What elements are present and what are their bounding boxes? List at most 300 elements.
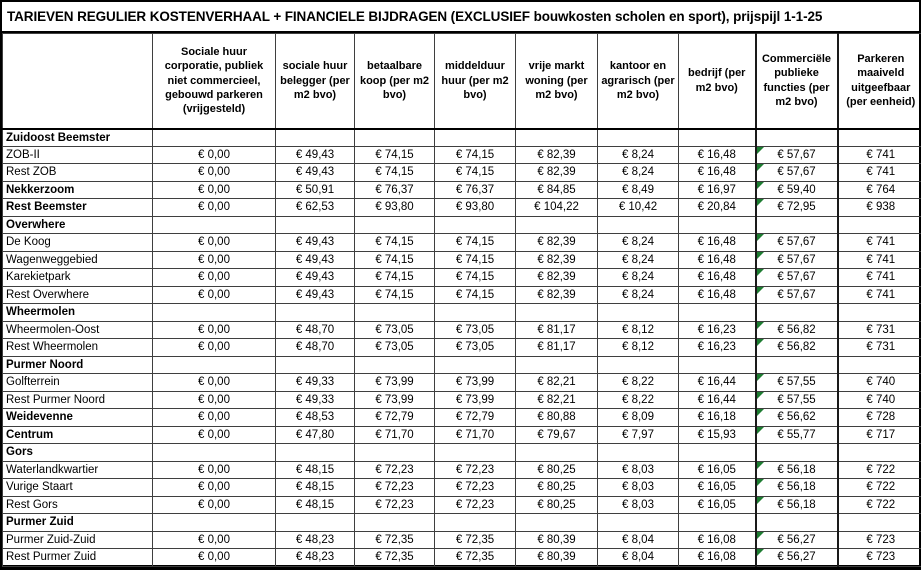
cell-value: € 764 (866, 183, 896, 196)
value-cell (679, 304, 756, 322)
cell-value: € 48,70 (295, 341, 335, 354)
cell-value: € 57,67 (777, 288, 816, 301)
value-cell (355, 444, 435, 462)
cell-value: € 82,39 (537, 288, 576, 301)
cell-value: € 56,27 (777, 551, 816, 564)
value-cell (355, 269, 435, 287)
cell-value: € 0,00 (198, 253, 230, 266)
cell-value: € 8,49 (622, 183, 654, 196)
value-cell (598, 496, 679, 514)
value-cell (838, 304, 921, 322)
cell-value: € 49,43 (295, 288, 335, 301)
cell-value: € 49,33 (295, 393, 335, 406)
cell-value: € 0,00 (198, 411, 230, 424)
section-label: Zuidoost Beemster (3, 129, 153, 147)
error-indicator-icon (757, 234, 764, 241)
table-row (3, 549, 921, 567)
value-cell (435, 234, 516, 252)
table-row (3, 286, 921, 304)
row-label: Rest Overwhere (3, 286, 153, 304)
error-indicator-icon (757, 479, 764, 486)
value-cell (276, 181, 355, 199)
value-cell (598, 146, 679, 164)
cell-value: € 16,05 (697, 463, 736, 476)
section-label: Wheermolen (3, 304, 153, 322)
value-cell (756, 531, 838, 549)
column-header: sociale huur belegger (per m2 bvo) (276, 34, 355, 129)
value-cell (838, 199, 921, 217)
error-indicator-icon (757, 497, 764, 504)
cell-value: € 8,03 (622, 463, 654, 476)
value-cell (153, 181, 276, 199)
cell-value: € 8,22 (622, 393, 654, 406)
cell-value: € 73,05 (375, 323, 414, 336)
value-cell (153, 356, 276, 374)
cell-value: € 56,62 (777, 411, 816, 424)
value-cell (598, 304, 679, 322)
value-cell (355, 304, 435, 322)
cell-value: € 0,00 (198, 393, 230, 406)
value-cell (838, 181, 921, 199)
cell-value: € 76,37 (375, 183, 414, 196)
value-cell (355, 181, 435, 199)
error-indicator-icon (757, 409, 764, 416)
value-cell (838, 391, 921, 409)
cell-value: € 741 (866, 253, 896, 266)
value-cell (679, 514, 756, 532)
value-cell (435, 391, 516, 409)
cell-value: € 740 (866, 376, 896, 389)
cell-value: € 93,80 (375, 201, 414, 214)
cell-value: € 57,67 (777, 148, 816, 161)
value-cell (276, 321, 355, 339)
value-cell (679, 286, 756, 304)
value-cell (276, 304, 355, 322)
table-row (3, 199, 921, 217)
cell-value: € 0,00 (198, 236, 230, 249)
value-cell (838, 164, 921, 182)
row-label: Golfterrein (3, 374, 153, 392)
row-label: Rest Gors (3, 496, 153, 514)
error-indicator-icon (757, 549, 764, 556)
value-cell (153, 304, 276, 322)
row-label: Rest ZOB (3, 164, 153, 182)
cell-value: € 728 (866, 411, 896, 424)
cell-value: € 722 (866, 481, 896, 494)
cell-value: € 74,15 (375, 288, 414, 301)
value-cell (838, 216, 921, 234)
value-cell (679, 129, 756, 147)
header-row (3, 34, 921, 129)
page-title: TARIEVEN REGULIER KOSTENVERHAAL + FINANCIELE BIJDRAGEN (EXCLUSIEF bouwkosten scholen en sport), prijspijl 1-1-25 (2, 2, 919, 33)
value-cell (153, 444, 276, 462)
value-cell (679, 409, 756, 427)
cell-value: € 0,00 (198, 463, 230, 476)
value-cell (516, 164, 598, 182)
value-cell (355, 146, 435, 164)
value-cell (516, 321, 598, 339)
value-cell (355, 461, 435, 479)
value-cell (435, 181, 516, 199)
cell-value: € 72,23 (455, 481, 495, 494)
value-cell (598, 269, 679, 287)
value-cell (838, 549, 921, 567)
value-cell (598, 461, 679, 479)
cell-value: € 741 (866, 271, 896, 284)
cell-value: € 47,80 (295, 428, 335, 441)
cell-value: € 741 (866, 236, 896, 249)
cell-value: € 731 (866, 323, 896, 336)
row-label: Purmer Zuid-Zuid (3, 531, 153, 549)
cell-value: € 20,84 (697, 201, 736, 214)
value-cell (435, 251, 516, 269)
cell-value: € 57,55 (777, 393, 816, 406)
value-cell (355, 514, 435, 532)
cell-value: € 8,24 (622, 288, 654, 301)
table-row (3, 321, 921, 339)
cell-value: € 0,00 (198, 148, 230, 161)
cell-value: € 16,23 (697, 323, 736, 336)
cell-value: € 73,99 (375, 393, 414, 406)
value-cell (355, 251, 435, 269)
value-cell (355, 339, 435, 357)
cell-value: € 74,15 (375, 166, 414, 179)
cell-value: € 723 (866, 533, 896, 546)
value-cell (838, 286, 921, 304)
cell-value: € 104,22 (534, 201, 579, 214)
value-cell (355, 374, 435, 392)
value-cell (598, 514, 679, 532)
value-cell (153, 164, 276, 182)
value-cell (838, 496, 921, 514)
error-indicator-icon (757, 147, 764, 154)
table-row (3, 251, 921, 269)
value-cell (153, 374, 276, 392)
value-cell (598, 129, 679, 147)
section-row (3, 444, 921, 462)
cell-value: € 8,12 (622, 341, 654, 354)
row-label: Waterlandkwartier (3, 461, 153, 479)
value-cell (679, 374, 756, 392)
value-cell (756, 339, 838, 357)
cell-value: € 741 (866, 288, 896, 301)
error-indicator-icon (757, 164, 764, 171)
value-cell (756, 549, 838, 567)
cell-value: € 717 (866, 428, 896, 441)
value-cell (679, 426, 756, 444)
value-cell (153, 461, 276, 479)
value-cell (276, 286, 355, 304)
value-cell (679, 391, 756, 409)
cell-value: € 57,67 (777, 166, 816, 179)
value-cell (355, 531, 435, 549)
value-cell (276, 164, 355, 182)
cell-value: € 48,15 (295, 498, 335, 511)
value-cell (516, 234, 598, 252)
value-cell (756, 321, 838, 339)
value-cell (516, 286, 598, 304)
value-cell (598, 181, 679, 199)
cell-value: € 8,24 (622, 166, 654, 179)
value-cell (276, 496, 355, 514)
cell-value: € 0,00 (198, 533, 230, 546)
value-cell (838, 479, 921, 497)
value-cell (435, 514, 516, 532)
cell-value: € 16,23 (697, 341, 736, 354)
cell-value: € 49,43 (295, 253, 335, 266)
cell-value: € 76,37 (455, 183, 495, 196)
cell-value: € 16,44 (697, 393, 736, 406)
cell-value: € 82,21 (537, 393, 576, 406)
cell-value: € 56,18 (777, 498, 816, 511)
cell-value: € 0,00 (198, 428, 230, 441)
cell-value: € 16,48 (697, 288, 736, 301)
cell-value: € 56,82 (777, 341, 816, 354)
value-cell (276, 549, 355, 567)
cell-value: € 93,80 (455, 201, 495, 214)
cell-value: € 8,09 (622, 411, 654, 424)
cell-value: € 741 (866, 148, 896, 161)
error-indicator-icon (757, 392, 764, 399)
cell-value: € 0,00 (198, 166, 230, 179)
cell-value: € 10,42 (618, 201, 658, 214)
error-indicator-icon (757, 252, 764, 259)
value-cell (516, 549, 598, 567)
value-cell (355, 479, 435, 497)
cell-value: € 8,24 (622, 271, 654, 284)
value-cell (516, 216, 598, 234)
cell-value: € 81,17 (537, 323, 576, 336)
value-cell (435, 496, 516, 514)
value-cell (679, 181, 756, 199)
value-cell (756, 409, 838, 427)
value-cell (679, 339, 756, 357)
value-cell (679, 549, 756, 567)
value-cell (598, 479, 679, 497)
cell-value: € 8,12 (622, 323, 654, 336)
cell-value: € 48,70 (295, 323, 335, 336)
value-cell (435, 164, 516, 182)
value-cell (516, 426, 598, 444)
value-cell (153, 391, 276, 409)
cell-value: € 0,00 (198, 201, 230, 214)
value-cell (355, 496, 435, 514)
value-cell (756, 251, 838, 269)
value-cell (276, 199, 355, 217)
column-header: Sociale huur corporatie, publiek niet commercieel, gebouwd parkeren (vrijgesteld) (153, 34, 276, 129)
table-row (3, 426, 921, 444)
value-cell (679, 199, 756, 217)
section-row (3, 129, 921, 147)
value-cell (838, 409, 921, 427)
value-cell (355, 199, 435, 217)
section-row (3, 356, 921, 374)
row-label: De Koog (3, 234, 153, 252)
value-cell (516, 199, 598, 217)
cell-value: € 74,15 (455, 148, 495, 161)
value-cell (756, 461, 838, 479)
value-cell (679, 234, 756, 252)
cell-value: € 938 (866, 201, 896, 214)
value-cell (276, 216, 355, 234)
cell-value: € 74,15 (455, 271, 495, 284)
section-row (3, 514, 921, 532)
cell-value: € 49,43 (295, 166, 335, 179)
cell-value: € 16,97 (697, 183, 736, 196)
cell-value: € 80,25 (537, 481, 576, 494)
cell-value: € 57,55 (777, 376, 816, 389)
value-cell (598, 199, 679, 217)
cell-value: € 73,05 (375, 341, 414, 354)
value-cell (598, 356, 679, 374)
error-indicator-icon (757, 532, 764, 539)
table-row (3, 479, 921, 497)
error-indicator-icon (757, 462, 764, 469)
value-cell (153, 339, 276, 357)
value-cell (153, 286, 276, 304)
value-cell (276, 514, 355, 532)
cell-value: € 74,15 (375, 271, 414, 284)
value-cell (679, 461, 756, 479)
value-cell (679, 531, 756, 549)
row-label: Rest Purmer Zuid (3, 549, 153, 567)
value-cell (435, 146, 516, 164)
value-cell (516, 304, 598, 322)
cell-value: € 82,39 (537, 166, 576, 179)
row-label: Wheermolen-Oost (3, 321, 153, 339)
value-cell (598, 216, 679, 234)
error-indicator-icon (757, 269, 764, 276)
table-body (3, 129, 921, 567)
cell-value: € 49,33 (295, 376, 335, 389)
value-cell (153, 531, 276, 549)
value-cell (598, 549, 679, 567)
cell-value: € 16,05 (697, 498, 736, 511)
value-cell (598, 321, 679, 339)
value-cell (679, 216, 756, 234)
cell-value: € 8,24 (622, 148, 654, 161)
value-cell (756, 426, 838, 444)
error-indicator-icon (757, 199, 764, 206)
value-cell (598, 444, 679, 462)
value-cell (276, 426, 355, 444)
value-cell (756, 304, 838, 322)
value-cell (756, 146, 838, 164)
cell-value: € 8,04 (622, 533, 654, 546)
column-header: betaalbare koop (per m2 bvo) (355, 34, 435, 129)
value-cell (598, 426, 679, 444)
row-label: Nekkerzoom (3, 181, 153, 199)
cell-value: € 8,04 (622, 551, 654, 564)
value-cell (516, 391, 598, 409)
row-label: Centrum (3, 426, 153, 444)
value-cell (838, 339, 921, 357)
value-cell (756, 269, 838, 287)
value-cell (276, 129, 355, 147)
table-row (3, 339, 921, 357)
cell-value: € 48,15 (295, 463, 335, 476)
value-cell (435, 304, 516, 322)
value-cell (435, 269, 516, 287)
value-cell (516, 479, 598, 497)
row-label: Wagenweggebied (3, 251, 153, 269)
value-cell (756, 444, 838, 462)
value-cell (838, 321, 921, 339)
cell-value: € 0,00 (198, 288, 230, 301)
cell-value: € 8,24 (622, 236, 654, 249)
value-cell (435, 321, 516, 339)
value-cell (276, 146, 355, 164)
row-label: Vurige Staart (3, 479, 153, 497)
value-cell (516, 356, 598, 374)
cell-value: € 57,67 (777, 271, 816, 284)
value-cell (756, 374, 838, 392)
value-cell (276, 356, 355, 374)
table-row (3, 269, 921, 287)
value-cell (276, 374, 355, 392)
cell-value: € 82,21 (537, 376, 576, 389)
value-cell (756, 129, 838, 147)
value-cell (679, 164, 756, 182)
cell-value: € 79,67 (537, 428, 576, 441)
table-row (3, 181, 921, 199)
cell-value: € 84,85 (537, 183, 576, 196)
cell-value: € 16,48 (697, 148, 736, 161)
cell-value: € 741 (866, 166, 896, 179)
value-cell (838, 251, 921, 269)
value-cell (679, 356, 756, 374)
cell-value: € 16,44 (697, 376, 736, 389)
cell-value: € 74,15 (455, 166, 495, 179)
row-label: Weidevenne (3, 409, 153, 427)
cell-value: € 16,48 (697, 236, 736, 249)
cell-value: € 0,00 (198, 551, 230, 564)
value-cell (435, 216, 516, 234)
value-cell (355, 409, 435, 427)
cell-value: € 731 (866, 341, 896, 354)
value-cell (153, 496, 276, 514)
value-cell (153, 321, 276, 339)
table-row (3, 531, 921, 549)
value-cell (153, 234, 276, 252)
value-cell (153, 426, 276, 444)
value-cell (598, 339, 679, 357)
value-cell (355, 426, 435, 444)
row-label: ZOB-II (3, 146, 153, 164)
cell-value: € 80,39 (537, 551, 576, 564)
value-cell (598, 391, 679, 409)
value-cell (435, 356, 516, 374)
cell-value: € 71,70 (375, 428, 414, 441)
value-cell (756, 514, 838, 532)
value-cell (598, 374, 679, 392)
cell-value: € 82,39 (537, 148, 576, 161)
cell-value: € 73,05 (455, 323, 495, 336)
value-cell (838, 531, 921, 549)
cell-value: € 72,35 (375, 533, 414, 546)
column-header: Parkeren maaiveld uitgeefbaar (per eenheid) (838, 34, 921, 129)
section-label: Gors (3, 444, 153, 462)
cell-value: € 16,18 (697, 411, 736, 424)
cell-value: € 49,43 (295, 236, 335, 249)
cell-value: € 8,24 (622, 253, 654, 266)
value-cell (435, 426, 516, 444)
table-row (3, 234, 921, 252)
cell-value: € 16,48 (697, 166, 736, 179)
column-header: bedrijf (per m2 bvo) (679, 34, 756, 129)
value-cell (756, 496, 838, 514)
section-row (3, 216, 921, 234)
